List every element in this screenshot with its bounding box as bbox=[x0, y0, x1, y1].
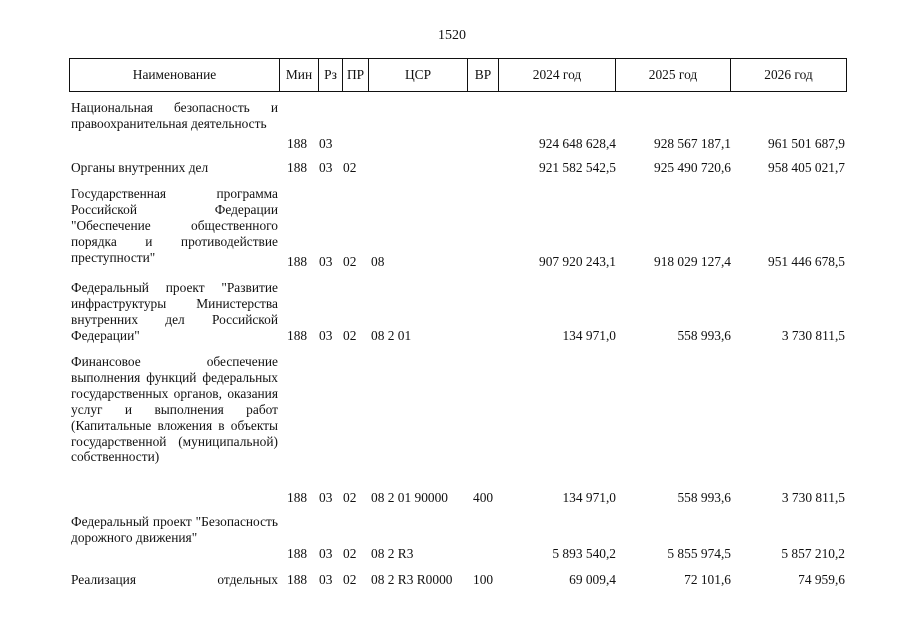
row-name: Федеральный проект "Развитие инфраструктуры Министерства внутренних дел Российской Федерации" bbox=[71, 280, 278, 343]
row-2024: 134 971,0 bbox=[562, 490, 616, 505]
header-2026: 2026 год bbox=[764, 67, 813, 82]
row-2025: 925 490 720,6 bbox=[654, 160, 731, 175]
row-name: Реализация отдельных bbox=[71, 572, 278, 587]
header-2025: 2025 год bbox=[616, 59, 731, 91]
row-pr: 02 bbox=[343, 254, 357, 269]
row-min: 188 bbox=[287, 160, 308, 175]
row-min: 188 bbox=[287, 490, 308, 505]
row-csr: 08 2 01 bbox=[371, 328, 412, 343]
table-header bbox=[69, 58, 847, 92]
header-pr: ПР bbox=[343, 59, 369, 91]
row-pr: 02 bbox=[343, 490, 357, 505]
row-pr: 02 bbox=[343, 328, 357, 343]
row-2025: 72 101,6 bbox=[684, 572, 731, 587]
row-2026: 3 730 811,5 bbox=[781, 490, 845, 505]
row-rz: 03 bbox=[319, 572, 333, 587]
row-min: 188 bbox=[287, 572, 308, 587]
row-2026: 5 857 210,2 bbox=[781, 546, 845, 561]
header-csr: ЦСР bbox=[369, 59, 468, 91]
row-2024: 924 648 628,4 bbox=[539, 136, 616, 151]
row-csr: 08 2 R3 R0000 bbox=[371, 572, 453, 587]
row-name: Финансовое обеспечение выполнения функций федеральных государственных органов, оказания услуг и выполнения работ (Капитальные вложения в объекты государственной (муниципальной) собственности) bbox=[71, 354, 278, 465]
header-2024: 2024 год bbox=[499, 59, 616, 91]
row-csr: 08 2 01 90000 bbox=[371, 490, 448, 505]
row-pr: 02 bbox=[343, 572, 357, 587]
row-min: 188 bbox=[287, 254, 308, 269]
row-2026: 961 501 687,9 bbox=[768, 136, 845, 151]
row-csr: 08 2 R3 bbox=[371, 546, 414, 561]
row-min: 188 bbox=[287, 546, 308, 561]
row-pr: 02 bbox=[343, 546, 357, 561]
row-name: Федеральный проект "Безопасность дорожного движения" bbox=[71, 514, 278, 545]
row-min: 188 bbox=[287, 328, 308, 343]
row-2024: 921 582 542,5 bbox=[539, 160, 616, 175]
row-2025: 918 029 127,4 bbox=[654, 254, 731, 269]
row-rz: 03 bbox=[319, 254, 333, 269]
row-pr: 02 bbox=[343, 160, 357, 175]
row-2025: 5 855 974,5 bbox=[667, 546, 731, 561]
row-2026: 951 446 678,5 bbox=[768, 254, 845, 269]
row-min: 188 bbox=[287, 136, 308, 151]
header-name: Наименование bbox=[70, 59, 280, 91]
row-2026: 958 405 021,7 bbox=[768, 160, 845, 175]
row-2025: 558 993,6 bbox=[677, 328, 731, 343]
row-name: Органы внутренних дел bbox=[71, 160, 209, 175]
header-rz: Рз bbox=[319, 59, 343, 91]
header-vr: ВР bbox=[468, 59, 499, 91]
row-2026: 3 730 811,5 bbox=[781, 328, 845, 343]
row-2024: 907 920 243,1 bbox=[539, 254, 616, 269]
row-rz: 03 bbox=[319, 490, 333, 505]
row-name: Национальная безопасность и правоохранительная деятельность bbox=[71, 100, 278, 131]
row-2024: 5 893 540,2 bbox=[552, 546, 616, 561]
row-name: Государственная программа Российской Федерации "Обеспечение общественного порядка и противодействие преступности" bbox=[71, 186, 278, 265]
header-min: Мин bbox=[280, 59, 319, 91]
row-rz: 03 bbox=[319, 328, 333, 343]
row-2024: 69 009,4 bbox=[569, 572, 616, 587]
row-csr: 08 bbox=[371, 254, 385, 269]
row-rz: 03 bbox=[319, 546, 333, 561]
row-vr: 400 bbox=[473, 490, 494, 505]
row-2025: 558 993,6 bbox=[677, 490, 731, 505]
row-rz: 03 bbox=[319, 160, 333, 175]
row-2024: 134 971,0 bbox=[562, 328, 616, 343]
page-number: 1520 bbox=[438, 28, 466, 43]
row-2025: 928 567 187,1 bbox=[654, 136, 731, 151]
row-2026: 74 959,6 bbox=[798, 572, 845, 587]
row-vr: 100 bbox=[473, 572, 494, 587]
row-rz: 03 bbox=[319, 136, 333, 151]
